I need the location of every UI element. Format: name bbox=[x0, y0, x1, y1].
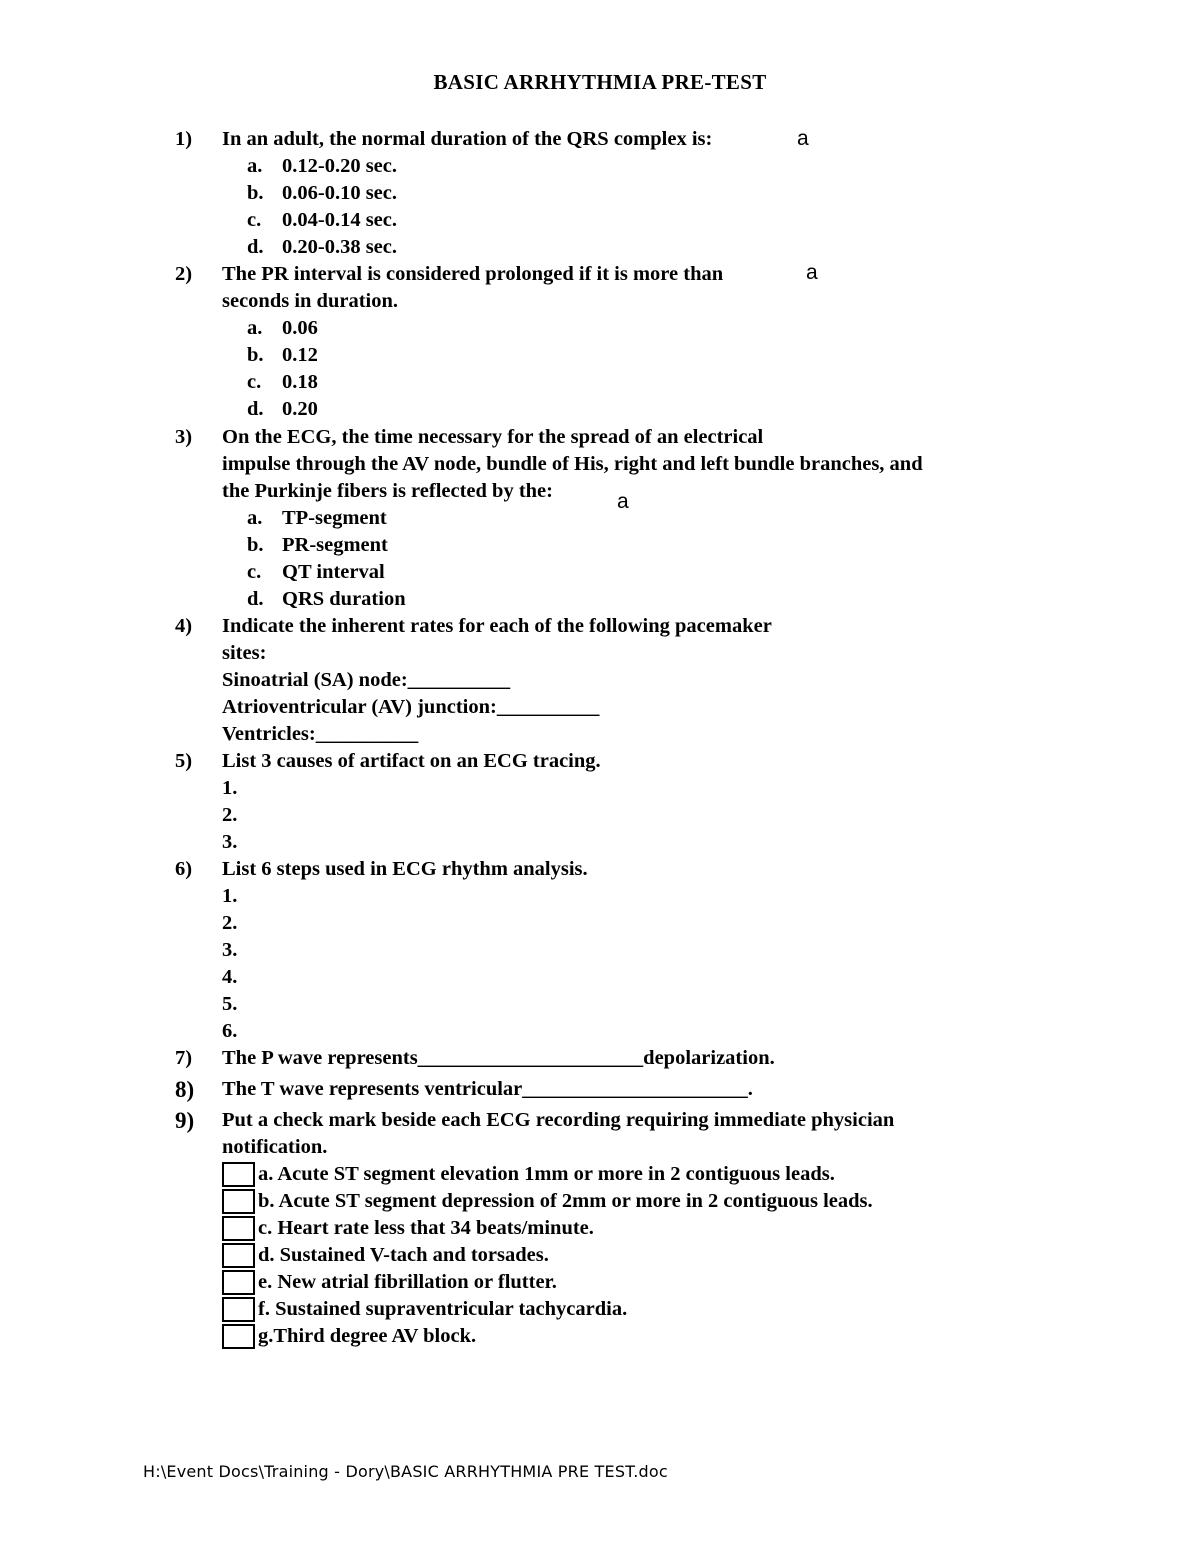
list-item: 5. bbox=[222, 993, 238, 1015]
checklist-item: e. New atrial fibrillation or flutter. bbox=[222, 1269, 894, 1296]
file-path-footer: H:\Event Docs\Training - Dory\BASIC ARRHYTHMIA PRE TEST.doc bbox=[143, 1462, 668, 1481]
question-number: 8) bbox=[175, 1077, 195, 1102]
question-text: The P wave represents______________________depolarization. bbox=[222, 1047, 775, 1069]
option: c. 0.04-0.14 sec. bbox=[247, 209, 398, 231]
question-text: List 6 steps used in ECG rhythm analysis. bbox=[222, 858, 588, 880]
question-text: sites: bbox=[222, 642, 267, 664]
question-number: 7) bbox=[175, 1047, 193, 1069]
option: c. QT interval bbox=[247, 561, 385, 583]
checklist-item: d. Sustained V-tach and torsades. bbox=[222, 1242, 894, 1269]
question-number: 5) bbox=[175, 750, 193, 772]
list-item: 1. bbox=[222, 777, 238, 799]
option: b. 0.06-0.10 sec. bbox=[247, 182, 398, 204]
checkbox[interactable] bbox=[222, 1162, 255, 1187]
list-item: 4. bbox=[222, 966, 238, 988]
fill-in-ventricles: Ventricles:__________ bbox=[222, 723, 419, 745]
option: a. 0.12-0.20 sec. bbox=[247, 155, 398, 177]
option: a. 0.06 bbox=[247, 317, 318, 339]
option: b. PR-segment bbox=[247, 534, 388, 556]
list-item: 2. bbox=[222, 912, 238, 934]
option: d. 0.20 bbox=[247, 398, 318, 420]
checkbox[interactable] bbox=[222, 1189, 255, 1214]
question-text: The PR interval is considered prolonged if it is more than bbox=[222, 263, 724, 285]
list-item: 2. bbox=[222, 804, 238, 826]
checkbox[interactable] bbox=[222, 1297, 255, 1322]
page-title: BASIC ARRHYTHMIA PRE-TEST bbox=[433, 70, 767, 94]
question-text: On the ECG, the time necessary for the spread of an electrical bbox=[222, 426, 764, 448]
question-number: 4) bbox=[175, 615, 193, 637]
option: c. 0.18 bbox=[247, 371, 318, 393]
answer-mark: a bbox=[797, 127, 809, 150]
question-text: Put a check mark beside each ECG recording requiring immediate physician bbox=[222, 1109, 895, 1131]
question-number: 3) bbox=[175, 426, 193, 448]
fill-in-sa-node: Sinoatrial (SA) node:__________ bbox=[222, 669, 511, 691]
option: d. QRS duration bbox=[247, 588, 406, 610]
checkbox[interactable] bbox=[222, 1243, 255, 1268]
list-item: 3. bbox=[222, 831, 238, 853]
checkbox[interactable] bbox=[222, 1216, 255, 1241]
list-item: 6. bbox=[222, 1020, 238, 1042]
checklist-item: c. Heart rate less that 34 beats/minute. bbox=[222, 1215, 894, 1242]
question-number: 2) bbox=[175, 263, 193, 285]
checkbox[interactable] bbox=[222, 1270, 255, 1295]
answer-mark: a bbox=[617, 490, 629, 513]
question-text: Indicate the inherent rates for each of the following pacemaker bbox=[222, 615, 772, 637]
option: d. 0.20-0.38 sec. bbox=[247, 236, 398, 258]
checklist-item: f. Sustained supraventricular tachycardia. bbox=[222, 1296, 894, 1323]
list-item: 1. bbox=[222, 885, 238, 907]
answer-mark: a bbox=[806, 261, 818, 284]
question-number: 1) bbox=[175, 128, 193, 150]
checklist-item: a. Acute ST segment elevation 1mm or more in 2 contiguous leads. bbox=[222, 1161, 894, 1188]
option: a. TP-segment bbox=[247, 507, 387, 529]
question-text: notification. bbox=[222, 1136, 328, 1158]
option: b. 0.12 bbox=[247, 344, 318, 366]
checklist-item: b. Acute ST segment depression of 2mm or more in 2 contiguous leads. bbox=[222, 1188, 894, 1215]
question-text: In an adult, the normal duration of the QRS complex is: bbox=[222, 128, 713, 150]
question-number: 6) bbox=[175, 858, 193, 880]
checklist-item: g.Third degree AV block. bbox=[222, 1323, 894, 1350]
list-item: 3. bbox=[222, 939, 238, 961]
fill-in-av-junction: Atrioventricular (AV) junction:__________ bbox=[222, 696, 600, 718]
question-text: List 3 causes of artifact on an ECG tracing. bbox=[222, 750, 601, 772]
question-text: the Purkinje fibers is reflected by the: bbox=[222, 480, 553, 502]
question-text: seconds in duration. bbox=[222, 290, 399, 312]
question-text: impulse through the AV node, bundle of His, right and left bundle branches, and bbox=[222, 453, 923, 475]
question-number: 9) bbox=[175, 1108, 195, 1133]
checkbox[interactable] bbox=[222, 1324, 255, 1349]
question-text: The T wave represents ventricular______________________. bbox=[222, 1078, 753, 1100]
